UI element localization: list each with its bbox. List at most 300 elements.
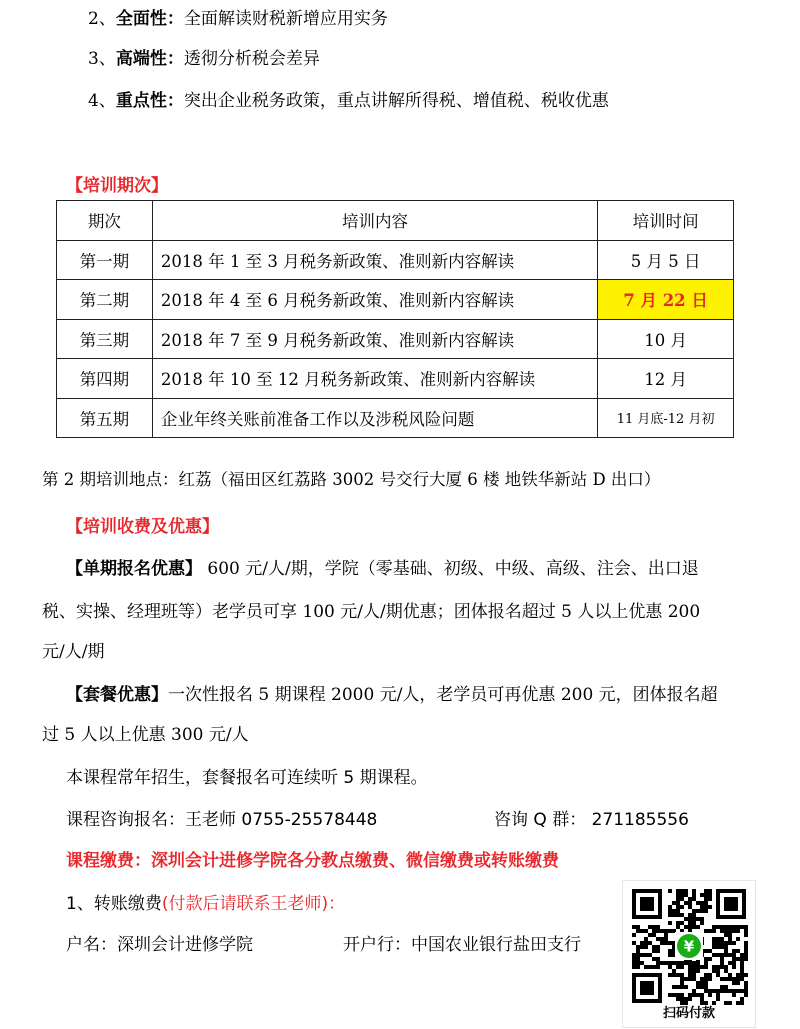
qr-finder-bottom-left [632,973,662,1003]
qr-module [640,945,644,949]
period-cell: 第一期 [57,240,153,280]
qr-module [688,969,692,973]
qr-module [636,929,640,933]
qr-module [704,901,708,905]
qr-module [640,941,644,945]
qr-module [632,953,636,957]
qr-module [704,981,708,985]
qr-module [676,925,680,929]
qr-module [668,953,672,957]
col-header-period: 期次 [57,201,153,241]
qr-module [716,969,720,973]
qr-module [700,893,704,897]
qr-module [668,949,672,953]
qr-module [704,961,708,965]
feature-item-3: 3、高端性：透彻分析税会差异 [88,49,320,69]
qr-module [636,965,640,969]
qr-module [648,953,652,957]
qr-module [656,957,660,961]
qr-module [644,937,648,941]
qr-module [708,897,712,901]
qr-module [692,893,696,897]
package-offer-label: 【套餐优惠】 [66,685,168,705]
col-header-content: 培训内容 [152,201,597,241]
qr-module [684,985,688,989]
qr-module [732,961,736,965]
qr-module [688,901,692,905]
qr-module [680,897,684,901]
qr-module [724,933,728,937]
qr-module [700,909,704,913]
qr-module [724,985,728,989]
qr-module [716,925,720,929]
qr-module [672,969,676,973]
qr-module [700,977,704,981]
qr-module [716,945,720,949]
feature-item-4: 4、重点性：突出企业税务政策，重点讲解所得税、增值税、税收优惠 [88,91,609,111]
qr-module [688,913,692,917]
qr-module [676,965,680,969]
qr-module [668,913,672,917]
qr-module [648,965,652,969]
qr-module [696,965,700,969]
fees-heading: 【培训收费及优惠】 [66,517,219,537]
transfer-note: (付款后请联系王老师)： [161,894,346,914]
content-cell: 2018 年 10 至 12 月税务新政策、准则新内容解读 [152,359,597,399]
training-location: 第 2 期培训地点：红荔（福田区红荔路 3002 号交行大厦 6 楼 地铁华新站 D 出口） [42,470,661,489]
qr-module [708,905,712,909]
qr-module [704,909,708,913]
time-cell: 10 月 [598,319,734,359]
qr-module [712,969,716,973]
time-cell: 11 月底-12 月初 [598,398,734,438]
qr-module [704,897,708,901]
qr-module [728,933,732,937]
qr-module [740,957,744,961]
qr-module [652,925,656,929]
qr-module [660,961,664,965]
transfer-line [66,889,345,914]
qr-module [676,905,680,909]
qr-module [632,961,636,965]
qr-module [664,941,668,945]
qr-module [712,945,716,949]
col-header-time: 培训时间 [598,201,734,241]
qr-module [744,985,748,989]
qr-module [724,945,728,949]
qr-module [656,929,660,933]
table-row [57,280,734,320]
qr-module [716,989,720,993]
qr-module [732,941,736,945]
qr-module [704,985,708,989]
qr-module [668,973,672,977]
qr-module [740,925,744,929]
qr-module [724,925,728,929]
qr-module [728,925,732,929]
qr-module [648,933,652,937]
qr-module [708,993,712,997]
table-row [57,240,734,280]
qr-module [708,929,712,933]
table-header-row [57,201,734,241]
qr-module [744,945,748,949]
qr-module [728,937,732,941]
qr-module [676,997,680,1001]
qr-module [668,905,672,909]
qr-module [744,941,748,945]
qr-module [728,989,732,993]
qr-module [688,905,692,909]
qr-module [700,985,704,989]
qr-module [736,937,740,941]
qr-module [668,941,672,945]
qr-module [676,893,680,897]
qr-module [692,925,696,929]
qr-module [680,889,684,893]
qr-module [712,989,716,993]
qr-module [632,941,636,945]
qr-module [692,965,696,969]
qr-module [636,945,640,949]
single-offer-label: 【单期报名优惠】 [66,559,202,579]
qr-module [632,957,636,961]
qr-module [700,905,704,909]
qr-module [676,973,680,977]
single-offer-line1: 【单期报名优惠】 600 元/人/期，学院（零基础、初级、中级、高级、注会、出口退 [66,559,699,579]
qr-module [636,949,640,953]
qr-module [724,965,728,969]
qr-module [740,961,744,965]
qr-module [684,977,688,981]
qr-module [688,897,692,901]
qr-module [688,961,692,965]
qr-caption: 扫码付款 [662,1006,715,1021]
table-row [57,398,734,438]
qr-module [668,961,672,965]
qr-module [708,949,712,953]
qr-module [656,965,660,969]
qr-module [704,957,708,961]
qr-module [728,929,732,933]
qr-module [736,925,740,929]
qr-module [664,937,668,941]
qr-module [700,993,704,997]
qr-module [676,901,680,905]
qr-module [692,889,696,893]
account-name: 户名：深圳会计进修学院 [66,935,253,955]
qr-module [708,973,712,977]
qr-module [708,957,712,961]
qr-module [672,913,676,917]
qr-module [640,961,644,965]
single-offer-line2: 税、实操、经理班等）老学员可享 100 元/人/期优惠；团体报名超过 5 人以上优惠 200 [42,602,701,622]
qr-module [668,965,672,969]
qr-module [692,917,696,921]
qr-module [692,969,696,973]
qr-module [680,893,684,897]
qr-module [684,997,688,1001]
qr-module [704,977,708,981]
qr-module [720,977,724,981]
period-cell: 第三期 [57,319,153,359]
qq-group: 咨询 Q 群： 271185556 [494,810,689,830]
qr-module [696,993,700,997]
qr-module [692,989,696,993]
qr-module [684,961,688,965]
qr-module [636,961,640,965]
qr-module [744,949,748,953]
qr-module [672,973,676,977]
qr-module [656,961,660,965]
qr-module [732,929,736,933]
qr-module [652,929,656,933]
content-cell: 2018 年 1 至 3 月税务新政策、准则新内容解读 [152,240,597,280]
qr-module [676,897,680,901]
content-cell: 企业年终关账前准备工作以及涉税风险问题 [152,398,597,438]
qr-module [672,985,676,989]
qr-module [680,997,684,1001]
qr-module [652,945,656,949]
qr-module [712,953,716,957]
qr-module [696,917,700,921]
qr-module [696,985,700,989]
period-cell: 第四期 [57,359,153,399]
qr-module [692,973,696,977]
qr-module [744,989,748,993]
qr-module [660,941,664,945]
qr-module [696,901,700,905]
qr-module [712,965,716,969]
qr-module [656,945,660,949]
qr-module [652,949,656,953]
qr-module [664,961,668,965]
qr-module [672,901,676,905]
qr-module [644,945,648,949]
qr-module [744,953,748,957]
qr-module [724,989,728,993]
qr-module [740,953,744,957]
qr-module [680,981,684,985]
qr-module [692,909,696,913]
qr-module [736,989,740,993]
qr-module [724,953,728,957]
qr-module [704,905,708,909]
qr-module [680,905,684,909]
qr-module [744,925,748,929]
qr-module [684,917,688,921]
qr-module [696,969,700,973]
payment-qr-code[interactable] [622,880,756,1028]
qr-module [732,981,736,985]
qr-module [744,981,748,985]
time-cell-highlighted: 7 月 22 日 [598,280,734,320]
qr-module [668,993,672,997]
qr-module [680,977,684,981]
qr-finder-top-right [716,889,746,919]
qr-module [656,949,660,953]
qr-module [732,957,736,961]
qr-module [720,961,724,965]
qr-module [736,929,740,933]
qr-module [656,925,660,929]
feature-item-2: 2、全面性：全面解读财税新增应用实务 [88,9,388,29]
qr-module [688,977,692,981]
qr-module [704,949,708,953]
qr-module [700,921,704,925]
qr-module [688,997,692,1001]
qr-module [680,973,684,977]
qr-module [676,913,680,917]
qr-finder-top-left [632,889,662,919]
qr-module [724,929,728,933]
qr-module [740,989,744,993]
qr-module [680,985,684,989]
qr-module [644,941,648,945]
content-cell: 2018 年 4 至 6 月税务新政策、准则新内容解读 [152,280,597,320]
qr-module [704,889,708,893]
qr-module [716,937,720,941]
qr-module [740,969,744,973]
qr-module [732,993,736,997]
qr-module [720,953,724,957]
qr-module [700,901,704,905]
content-cell: 2018 年 7 至 9 月税务新政策、准则新内容解读 [152,319,597,359]
qr-module [744,933,748,937]
bank-name: 开户行：中国农业银行盐田支行 [343,935,581,955]
qr-module [632,925,636,929]
qr-module [708,889,712,893]
qr-module [736,973,740,977]
qr-module [696,981,700,985]
qr-module [704,989,708,993]
qr-module [692,921,696,925]
qr-module [692,977,696,981]
qr-module [684,893,688,897]
qr-module [740,965,744,969]
table-row [57,319,734,359]
qr-module [732,925,736,929]
schedule-table [56,200,734,438]
qr-module [660,929,664,933]
qr-module [720,945,724,949]
qr-module [728,953,732,957]
qr-module [688,921,692,925]
qr-module [680,993,684,997]
consult-contact: 课程咨询报名：王老师 0755-25578448 [66,810,378,830]
time-cell: 12 月 [598,359,734,399]
qr-module [728,977,732,981]
qr-module [720,929,724,933]
table-row [57,359,734,399]
qr-module [732,977,736,981]
time-cell: 5 月 5 日 [598,240,734,280]
qr-module [676,889,680,893]
qr-module [724,969,728,973]
qr-module [720,941,724,945]
qr-module [716,973,720,977]
qr-module [740,973,744,977]
qr-module [672,961,676,965]
qr-module [652,965,656,969]
qr-module [724,941,728,945]
qr-module [712,929,716,933]
qr-module [696,925,700,929]
qr-module [696,909,700,913]
qr-module [716,941,720,945]
qr-module [728,941,732,945]
payment-heading: 课程缴费：深圳会计进修学院各分教点缴费、微信缴费或转账缴费 [66,851,559,871]
qr-module [676,909,680,913]
qr-module [680,913,684,917]
qr-module [716,997,720,1001]
qr-module [740,997,744,1001]
qr-module [744,993,748,997]
qr-module [632,965,636,969]
qr-module [720,957,724,961]
qr-module [704,929,708,933]
period-cell: 第五期 [57,398,153,438]
qr-module [688,973,692,977]
qr-module [724,949,728,953]
qr-module [648,941,652,945]
qr-module [712,941,716,945]
qr-module [684,901,688,905]
qr-module [692,913,696,917]
qr-module [700,965,704,969]
qr-module [720,965,724,969]
qr-module [728,973,732,977]
qr-module [668,921,672,925]
qr-module [692,961,696,965]
package-offer-line2: 过 5 人以上优惠 300 元/人 [42,725,249,745]
qr-module [732,949,736,953]
qr-module [692,897,696,901]
transfer-label: 1、转账缴费 [66,894,162,914]
qr-module [696,961,700,965]
qr-module [708,989,712,993]
qr-module [672,909,676,913]
qr-module [644,953,648,957]
qr-module [636,953,640,957]
qr-module [736,949,740,953]
qr-module [664,933,668,937]
qr-module [724,977,728,981]
qr-module [740,977,744,981]
qr-module [652,957,656,961]
qr-module [720,989,724,993]
qr-module [656,937,660,941]
qr-module [652,933,656,937]
qr-module [736,977,740,981]
qr-module [636,957,640,961]
qr-module [644,965,648,969]
qr-module [732,965,736,969]
qr-module [688,925,692,929]
qr-badge-symbol: ¥ [683,937,695,956]
qr-module [704,965,708,969]
qr-module [668,889,672,893]
qr-module [676,993,680,997]
qr-module [708,893,712,897]
qr-module [680,965,684,969]
qr-module [736,981,740,985]
qr-code-icon [630,887,748,1005]
qr-module [720,985,724,989]
qr-module [684,925,688,929]
qr-module [664,929,668,933]
qr-module [708,977,712,981]
